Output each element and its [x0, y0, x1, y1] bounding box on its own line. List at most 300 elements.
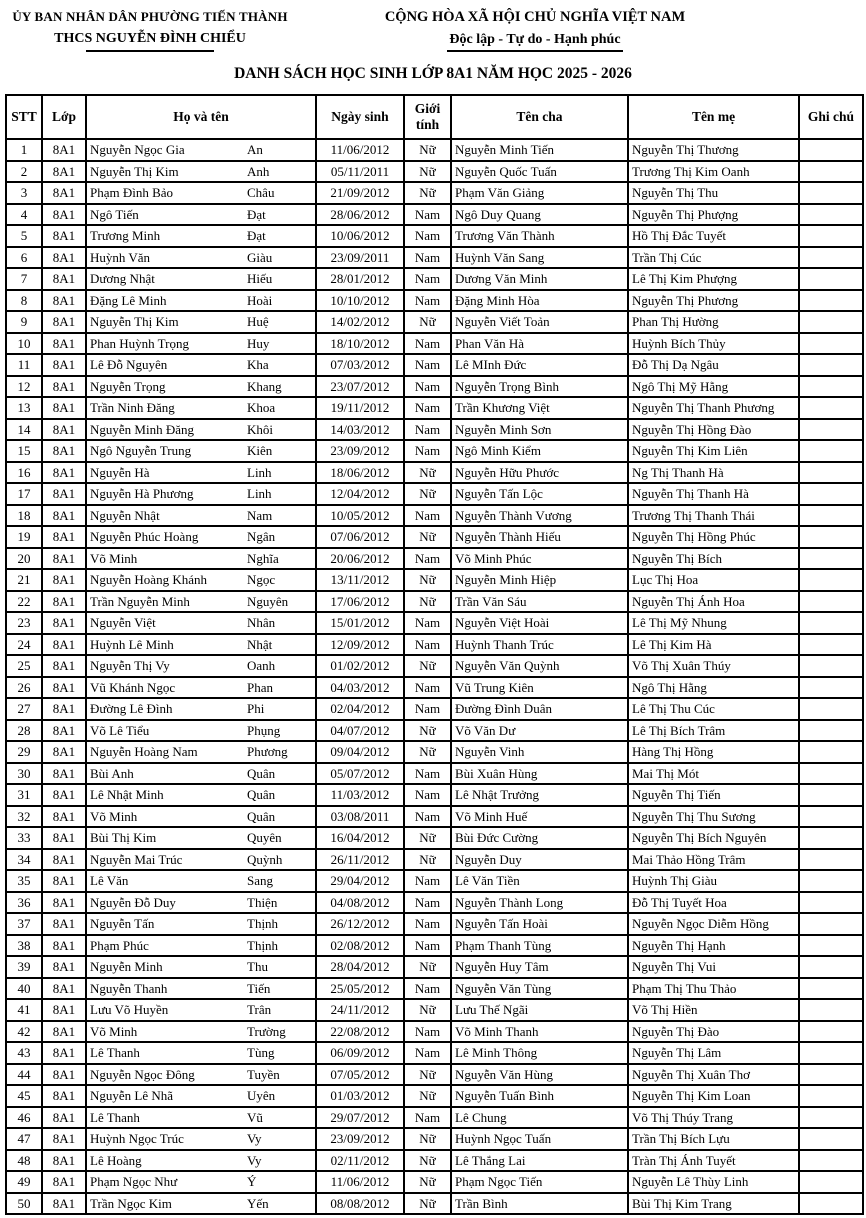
cell-class: 8A1: [42, 591, 86, 613]
cell-father: Nguyễn Văn Hùng: [451, 1064, 628, 1086]
cell-stt: 15: [6, 440, 42, 462]
given-name: Ngân: [247, 529, 276, 544]
cell-gender: Nam: [404, 290, 451, 312]
given-name: Tiến: [247, 980, 271, 996]
table-row: [6, 978, 863, 1000]
given-name: Phương: [247, 744, 288, 759]
family-name: Bùi Anh: [90, 765, 134, 781]
column-header-father: Tên cha: [451, 95, 628, 139]
family-name: Nguyễn Hoàng Khánh: [90, 572, 207, 587]
cell-dob: 23/09/2012: [316, 1128, 404, 1150]
cell-gender: Nữ: [404, 462, 451, 484]
cell-gender: Nữ: [404, 1150, 451, 1172]
given-name: Linh: [247, 486, 272, 501]
cell-mother: Trương Thị Thanh Thái: [628, 505, 799, 527]
school-name: THCS NGUYỄN ĐÌNH CHIỂU: [54, 31, 246, 46]
given-name: Đạt: [247, 206, 266, 222]
table-header-row: [6, 95, 863, 139]
cell-mother: Đỗ Thị Tuyết Hoa: [628, 892, 799, 914]
cell-gender: Nữ: [404, 956, 451, 978]
table-row: [6, 999, 863, 1021]
cell-mother: Nguyễn Thị Ánh Hoa: [628, 591, 799, 613]
cell-name: [86, 268, 316, 290]
cell-name: [86, 569, 316, 591]
cell-stt: 41: [6, 999, 42, 1021]
cell-class: 8A1: [42, 1150, 86, 1172]
cell-stt: 28: [6, 720, 42, 742]
given-name: Kha: [247, 357, 269, 372]
cell-note: [799, 591, 863, 613]
cell-name: [86, 1128, 316, 1150]
family-name: Võ Lê Tiểu: [90, 722, 150, 738]
cell-mother: Huỳnh Thị Giàu: [628, 870, 799, 892]
cell-gender: Nữ: [404, 526, 451, 548]
cell-gender: Nữ: [404, 1128, 451, 1150]
cell-father: Võ Minh Phúc: [451, 548, 628, 570]
cell-mother: Nguyễn Thị Kim Loan: [628, 1085, 799, 1107]
cell-class: 8A1: [42, 1128, 86, 1150]
cell-note: [799, 784, 863, 806]
cell-class: 8A1: [42, 505, 86, 527]
cell-mother: Nguyễn Thị Tiến: [628, 784, 799, 806]
given-name: Giàu: [247, 249, 273, 265]
cell-dob: 16/04/2012: [316, 827, 404, 849]
cell-class: 8A1: [42, 978, 86, 1000]
cell-name: [86, 225, 316, 247]
cell-note: [799, 763, 863, 785]
family-name: Nguyễn Đỗ Duy: [90, 894, 176, 910]
cell-note: [799, 247, 863, 269]
cell-stt: 11: [6, 354, 42, 376]
cell-class: 8A1: [42, 1021, 86, 1043]
family-name: Huỳnh Lê Minh: [90, 636, 174, 652]
cell-mother: Nguyễn Thị Hồng Đào: [628, 419, 799, 441]
cell-note: [799, 1021, 863, 1043]
cell-gender: Nữ: [404, 1193, 451, 1215]
cell-father: Phạm Ngọc Tiến: [451, 1171, 628, 1193]
cell-name: [86, 591, 316, 613]
cell-mother: Lê Thị Kim Phượng: [628, 268, 799, 290]
cell-stt: 20: [6, 548, 42, 570]
family-name: Trần Ngọc Kim: [90, 1195, 172, 1211]
cell-mother: Ngô Thị Hằng: [628, 677, 799, 699]
cell-father: Trương Văn Thành: [451, 225, 628, 247]
given-name: Khôi: [247, 421, 273, 437]
cell-name: [86, 849, 316, 871]
family-name: Lê Văn: [90, 873, 129, 888]
cell-class: 8A1: [42, 1064, 86, 1086]
cell-mother: Nguyễn Thị Bích: [628, 548, 799, 570]
family-name: Nguyễn Lê Nhã: [90, 1088, 174, 1103]
cell-gender: Nữ: [404, 999, 451, 1021]
cell-stt: 14: [6, 419, 42, 441]
cell-note: [799, 849, 863, 871]
cell-mother: Hồ Thị Đắc Tuyết: [628, 225, 799, 247]
cell-dob: 07/03/2012: [316, 354, 404, 376]
cell-class: 8A1: [42, 204, 86, 226]
cell-note: [799, 806, 863, 828]
cell-dob: 02/11/2012: [316, 1150, 404, 1172]
cell-mother: Nguyễn Thị Thanh Phương: [628, 397, 799, 419]
cell-gender: Nữ: [404, 1171, 451, 1193]
cell-father: Lưu Thế Ngãi: [451, 999, 628, 1021]
cell-mother: Trương Thị Kim Oanh: [628, 161, 799, 183]
cell-gender: Nam: [404, 354, 451, 376]
cell-father: Nguyễn Hữu Phước: [451, 462, 628, 484]
cell-note: [799, 419, 863, 441]
cell-dob: 28/04/2012: [316, 956, 404, 978]
given-name: Vy: [247, 1131, 262, 1146]
table-row: [6, 311, 863, 333]
family-name: Bùi Thị Kim: [90, 830, 157, 845]
family-name: Phan Huỳnh Trọng: [90, 335, 189, 351]
cell-class: 8A1: [42, 440, 86, 462]
cell-mother: Huỳnh Bích Thủy: [628, 333, 799, 355]
cell-note: [799, 956, 863, 978]
cell-dob: 28/06/2012: [316, 204, 404, 226]
cell-stt: 38: [6, 935, 42, 957]
cell-class: 8A1: [42, 247, 86, 269]
table-row: [6, 1171, 863, 1193]
cell-note: [799, 612, 863, 634]
cell-dob: 14/02/2012: [316, 311, 404, 333]
cell-gender: Nữ: [404, 1064, 451, 1086]
table-row: [6, 698, 863, 720]
table-row: [6, 440, 863, 462]
cell-dob: 03/08/2011: [316, 806, 404, 828]
cell-name: [86, 978, 316, 1000]
cell-mother: Mai Thị Mót: [628, 763, 799, 785]
cell-name: [86, 483, 316, 505]
cell-mother: Võ Thị Hiền: [628, 999, 799, 1021]
cell-mother: Lê Thị Kim Hà: [628, 634, 799, 656]
given-name: Sang: [247, 873, 273, 888]
cell-stt: 39: [6, 956, 42, 978]
family-name: Lê Hoàng: [90, 1152, 142, 1168]
cell-stt: 27: [6, 698, 42, 720]
cell-name: [86, 913, 316, 935]
cell-father: Lê MInh Đức: [451, 354, 628, 376]
cell-gender: Nam: [404, 612, 451, 634]
cell-mother: Nguyễn Ngọc Diễm Hồng: [628, 913, 799, 935]
family-name: Lê Nhật Minh: [90, 787, 164, 802]
cell-note: [799, 505, 863, 527]
family-name: Võ Minh: [90, 550, 138, 566]
family-name: Nguyễn Thị Kim: [90, 163, 179, 179]
cell-father: Nguyễn Văn Quỳnh: [451, 655, 628, 677]
cell-gender: Nam: [404, 784, 451, 806]
cell-name: [86, 247, 316, 269]
cell-class: 8A1: [42, 698, 86, 720]
cell-mother: Ngô Thị Mỹ Hằng: [628, 376, 799, 398]
family-name: Phạm Ngọc Như: [90, 1174, 178, 1189]
table-row: [6, 1193, 863, 1215]
table-row: [6, 956, 863, 978]
cell-name: [86, 870, 316, 892]
cell-gender: Nam: [404, 376, 451, 398]
cell-note: [799, 526, 863, 548]
column-header-class: Lớp: [42, 95, 86, 139]
table-row: [6, 913, 863, 935]
given-name: Tùng: [247, 1045, 275, 1060]
family-name: Dương Nhật: [90, 271, 155, 286]
cell-gender: Nam: [404, 419, 451, 441]
cell-note: [799, 827, 863, 849]
cell-note: [799, 892, 863, 914]
cell-stt: 24: [6, 634, 42, 656]
cell-class: 8A1: [42, 763, 86, 785]
cell-name: [86, 806, 316, 828]
cell-mother: Tràn Thị Ánh Tuyết: [628, 1150, 799, 1172]
cell-note: [799, 462, 863, 484]
given-name: Trường: [247, 1023, 286, 1039]
cell-name: [86, 440, 316, 462]
cell-mother: Mai Thảo Hồng Trâm: [628, 849, 799, 871]
cell-stt: 3: [6, 182, 42, 204]
column-header-dob: Ngày sinh: [316, 95, 404, 139]
cell-stt: 46: [6, 1107, 42, 1129]
cell-note: [799, 655, 863, 677]
cell-father: Lê Văn Tiền: [451, 870, 628, 892]
cell-note: [799, 999, 863, 1021]
given-name: Thiện: [247, 894, 278, 910]
given-name: Hiếu: [247, 271, 273, 286]
cell-gender: Nữ: [404, 311, 451, 333]
table-row: [6, 784, 863, 806]
cell-name: [86, 784, 316, 806]
family-name: Nguyễn Hà: [90, 464, 150, 480]
cell-mother: Phạm Thị Thu Thảo: [628, 978, 799, 1000]
cell-stt: 31: [6, 784, 42, 806]
cell-class: 8A1: [42, 935, 86, 957]
cell-name: [86, 763, 316, 785]
table-body: [6, 139, 863, 1214]
table-row: [6, 462, 863, 484]
cell-mother: Nguyễn Lê Thùy Linh: [628, 1171, 799, 1193]
cell-father: Nguyễn Minh Hiệp: [451, 569, 628, 591]
cell-dob: 11/06/2012: [316, 139, 404, 161]
table-row: [6, 526, 863, 548]
cell-gender: Nam: [404, 268, 451, 290]
cell-note: [799, 139, 863, 161]
cell-dob: 06/09/2012: [316, 1042, 404, 1064]
table-row: [6, 612, 863, 634]
cell-gender: Nam: [404, 892, 451, 914]
cell-father: Phạm Thanh Tùng: [451, 935, 628, 957]
table-row: [6, 268, 863, 290]
cell-class: 8A1: [42, 1042, 86, 1064]
cell-father: Nguyễn Tấn Hoài: [451, 913, 628, 935]
cell-father: Nguyễn Thành Vương: [451, 505, 628, 527]
cell-stt: 7: [6, 268, 42, 290]
cell-father: Nguyễn Quốc Tuấn: [451, 161, 628, 183]
table-row: [6, 419, 863, 441]
cell-name: [86, 1107, 316, 1129]
cell-class: 8A1: [42, 311, 86, 333]
table-row: [6, 1064, 863, 1086]
cell-dob: 26/12/2012: [316, 913, 404, 935]
cell-gender: Nam: [404, 204, 451, 226]
given-name: Phi: [247, 701, 265, 716]
cell-mother: Nguyễn Thị Hồng Phúc: [628, 526, 799, 548]
document-header: [0, 0, 866, 52]
school-name-underline: [86, 50, 214, 52]
cell-class: 8A1: [42, 139, 86, 161]
cell-gender: Nữ: [404, 1085, 451, 1107]
given-name: Quân: [247, 787, 276, 802]
cell-gender: Nam: [404, 333, 451, 355]
national-title: CỘNG HÒA XÃ HỘI CHỦ NGHĨA VIỆT NAM: [384, 9, 686, 25]
cell-stt: 32: [6, 806, 42, 828]
cell-dob: 02/08/2012: [316, 935, 404, 957]
cell-mother: Nguyễn Thị Thu Sương: [628, 806, 799, 828]
cell-gender: Nữ: [404, 720, 451, 742]
cell-mother: Nguyễn Thị Phương: [628, 290, 799, 312]
cell-note: [799, 978, 863, 1000]
cell-dob: 08/08/2012: [316, 1193, 404, 1215]
cell-father: Huỳnh Ngọc Tuấn: [451, 1128, 628, 1150]
cell-mother: Nguyễn Thị Lâm: [628, 1042, 799, 1064]
given-name: Yến: [247, 1195, 269, 1211]
cell-class: 8A1: [42, 483, 86, 505]
family-name: Lê Thanh: [90, 1045, 140, 1060]
cell-stt: 21: [6, 569, 42, 591]
cell-mother: Lê Thị Thu Cúc: [628, 698, 799, 720]
family-name: Nguyễn Hà Phương: [90, 486, 194, 501]
table-row: [6, 1107, 863, 1129]
cell-gender: Nam: [404, 1042, 451, 1064]
cell-father: Võ Minh Thanh: [451, 1021, 628, 1043]
cell-dob: 05/11/2011: [316, 161, 404, 183]
cell-gender: Nữ: [404, 741, 451, 763]
cell-mother: Nguyễn Thị Thanh Hà: [628, 483, 799, 505]
cell-note: [799, 1107, 863, 1129]
cell-name: [86, 462, 316, 484]
table-row: [6, 1128, 863, 1150]
cell-stt: 10: [6, 333, 42, 355]
cell-mother: Ng Thị Thanh Hà: [628, 462, 799, 484]
cell-dob: 18/10/2012: [316, 333, 404, 355]
cell-mother: Võ Thị Xuân Thúy: [628, 655, 799, 677]
cell-class: 8A1: [42, 1193, 86, 1215]
cell-note: [799, 376, 863, 398]
family-name: Nguyễn Minh Đăng: [90, 421, 194, 437]
column-header-note: Ghi chú: [799, 95, 863, 139]
page-title: DANH SÁCH HỌC SINH LỚP 8A1 NĂM HỌC 2025 - 2026: [234, 65, 632, 82]
cell-father: Lê Minh Thông: [451, 1042, 628, 1064]
cell-father: Nguyễn Vinh: [451, 741, 628, 763]
cell-mother: Võ Thị Thúy Trang: [628, 1107, 799, 1129]
cell-mother: Nguyễn Thị Đào: [628, 1021, 799, 1043]
cell-class: 8A1: [42, 892, 86, 914]
cell-class: 8A1: [42, 741, 86, 763]
given-name: Tuyền: [247, 1066, 280, 1082]
cell-gender: Nam: [404, 548, 451, 570]
cell-name: [86, 956, 316, 978]
table-row: [6, 247, 863, 269]
cell-note: [799, 1193, 863, 1215]
family-name: Đường Lê Đình: [90, 701, 173, 716]
cell-gender: Nữ: [404, 655, 451, 677]
cell-gender: Nam: [404, 978, 451, 1000]
table-row: [6, 505, 863, 527]
cell-class: 8A1: [42, 290, 86, 312]
cell-mother: Lê Thị Bích Trâm: [628, 720, 799, 742]
table-row: [6, 935, 863, 957]
family-name: Huỳnh Ngọc Trúc: [90, 1131, 184, 1146]
cell-class: 8A1: [42, 526, 86, 548]
cell-name: [86, 161, 316, 183]
cell-mother: Nguyễn Thị Bích Nguyên: [628, 827, 799, 849]
cell-name: [86, 505, 316, 527]
cell-dob: 11/06/2012: [316, 1171, 404, 1193]
cell-stt: 17: [6, 483, 42, 505]
cell-father: Huỳnh Thanh Trúc: [451, 634, 628, 656]
organization-block: [0, 9, 300, 52]
national-motto: Độc lập - Tự do - Hạnh phúc: [447, 32, 622, 52]
cell-class: 8A1: [42, 999, 86, 1021]
cell-name: [86, 827, 316, 849]
family-name: Nguyễn Thị Kim: [90, 314, 179, 329]
cell-father: Nguyễn Viết Toản: [451, 311, 628, 333]
cell-dob: 23/09/2011: [316, 247, 404, 269]
family-name: Võ Minh: [90, 1023, 138, 1039]
column-header-stt: STT: [6, 95, 42, 139]
table-row: [6, 548, 863, 570]
given-name: Nhân: [247, 615, 276, 630]
cell-note: [799, 1064, 863, 1086]
cell-note: [799, 311, 863, 333]
cell-father: Bùi Đức Cường: [451, 827, 628, 849]
cell-gender: Nam: [404, 1021, 451, 1043]
family-name: Lưu Võ Huyền: [90, 1002, 169, 1017]
table-row: [6, 290, 863, 312]
given-name: Kiên: [247, 443, 273, 458]
family-name: Phạm Phúc: [90, 937, 149, 953]
cell-note: [799, 741, 863, 763]
cell-mother: Lục Thị Hoa: [628, 569, 799, 591]
table-row: [6, 892, 863, 914]
given-name: Trân: [247, 1002, 272, 1017]
cell-gender: Nam: [404, 935, 451, 957]
cell-gender: Nam: [404, 225, 451, 247]
family-name: Trần Nguyễn Minh: [90, 593, 190, 609]
cell-name: [86, 1064, 316, 1086]
family-name: Ngô Tiến: [90, 206, 139, 222]
cell-stt: 44: [6, 1064, 42, 1086]
cell-note: [799, 354, 863, 376]
cell-stt: 30: [6, 763, 42, 785]
family-name: Nguyễn Ngọc Đông: [90, 1066, 195, 1082]
cell-class: 8A1: [42, 806, 86, 828]
cell-name: [86, 397, 316, 419]
cell-class: 8A1: [42, 354, 86, 376]
cell-class: 8A1: [42, 161, 86, 183]
cell-name: [86, 1042, 316, 1064]
given-name: Quân: [247, 765, 276, 781]
cell-name: [86, 354, 316, 376]
cell-class: 8A1: [42, 569, 86, 591]
cell-stt: 35: [6, 870, 42, 892]
cell-note: [799, 204, 863, 226]
cell-note: [799, 698, 863, 720]
cell-dob: 20/06/2012: [316, 548, 404, 570]
cell-class: 8A1: [42, 333, 86, 355]
cell-stt: 26: [6, 677, 42, 699]
cell-father: Nguyễn Duy: [451, 849, 628, 871]
given-name: Thu: [247, 959, 268, 974]
cell-mother: Nguyễn Thị Thương: [628, 139, 799, 161]
